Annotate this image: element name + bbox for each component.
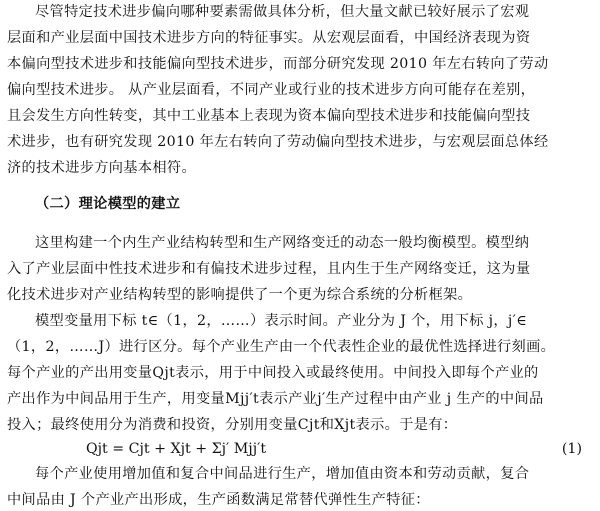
text-line: 济的技术进步方向基本相符。 (7, 160, 196, 176)
text-line: 本偏向型技术进步和技能偏向型技术进步，而部分研究发现 2010 年左右转向了劳动 (7, 56, 549, 72)
text-line: 层面和产业层面中国技术进步方向的特征事实。从宏观层面看，中国经济表现为资 (7, 30, 531, 46)
text-line: 模型变量用下标 t∈（1，2，……）表示时间。产业分为 J 个，用下标 j，j′∈ (35, 313, 528, 329)
text-line: （1，2，……J）进行区分。每个产业生产由一个代表性企业的最优性选择进行刻画。 (7, 339, 556, 355)
text-line: 投入；最终使用分为消费和投资，分别用变量Cjt和Xjt表示。于是有： (7, 417, 458, 433)
text-line: 这里构建一个内生产业结构转型和生产网络变迁的动态一般均衡模型。模型纳 (35, 235, 530, 251)
text-line: 且会发生方向性转变，其中工业基本上表现为资本偏向型技术进步和技能偏向型技 (7, 108, 531, 124)
equation-expression: Qjt = Cjt + Xjt + Σj′ Mjj′t (86, 441, 267, 457)
text-line: 入了产业层面中性技术进步和有偏技术进步过程，且内生于生产网络变迁，这为量 (7, 261, 531, 277)
text-line: 中间品由 J 个产业产出形成，生产函数满足常替代弹性生产特征： (7, 492, 430, 508)
text-line: 尽管特定技术进步偏向哪种要素需做具体分析，但大量文献已较好展示了宏观 (35, 4, 530, 20)
text-line: 化技术进步对产业结构转型的影响提供了一个更为综合系统的分析框架。 (7, 287, 473, 303)
text-line: 每个产业的产出用变量Qjt表示，用于中间投入或最终使用。中间投入即每个产业的 (7, 365, 539, 381)
equation-number: (1) (561, 441, 582, 457)
equation-1 (86, 437, 582, 461)
text-line: 每个产业使用增加值和复合中间品进行生产，增加值由资本和劳动贡献，复合 (35, 466, 530, 482)
text-line: 术进步，也有研究发现 2010 年左右转向了劳动偏向型技术进步，与宏观层面总体经 (7, 134, 549, 150)
text-line: 偏向型技术进步。 从产业层面看，不同产业或行业的技术进步方向可能存在差别， (7, 82, 536, 98)
section-heading: （二）理论模型的建立 (35, 196, 181, 212)
text-line: 产出作为中间品用于生产，用变量Mjj′t表示产业j′生产过程中由产业 j 生产的中间品 (7, 391, 544, 407)
